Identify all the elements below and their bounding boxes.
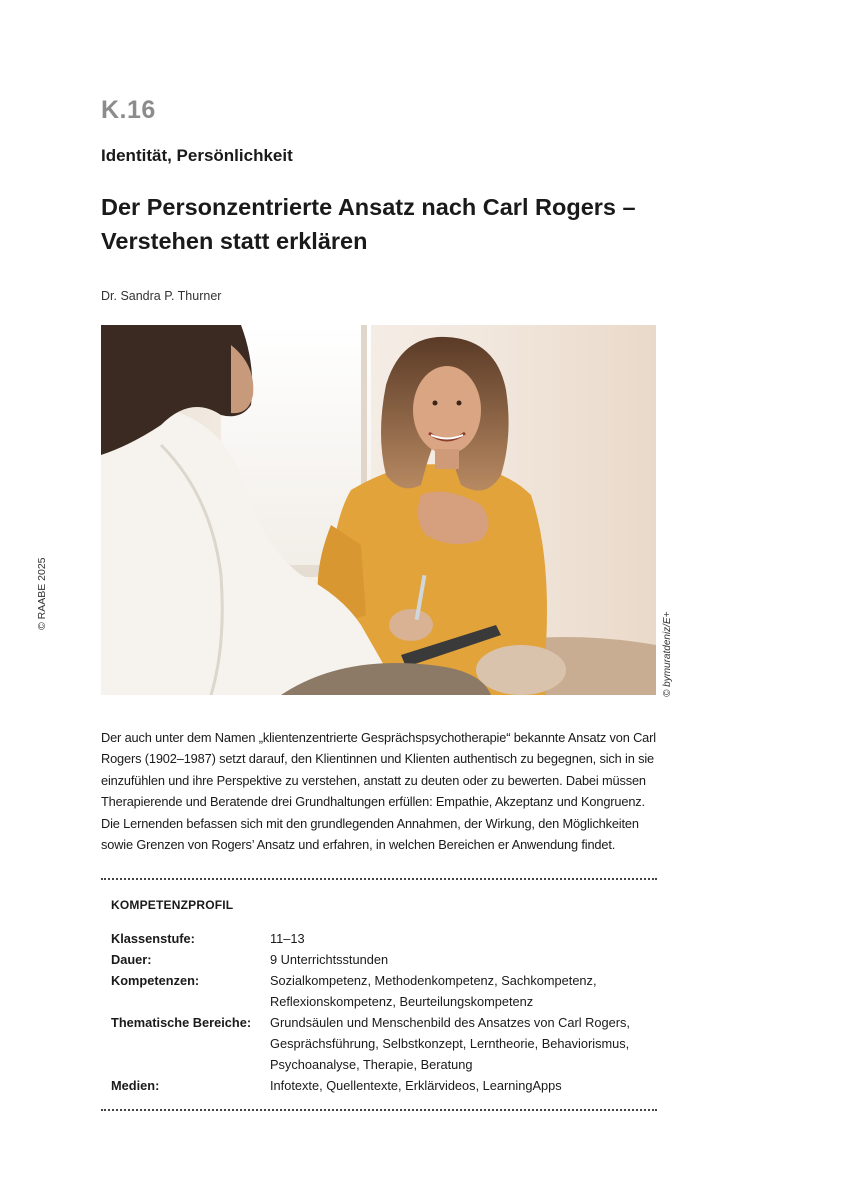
profile-value-line: 9 Unterrichtsstunden bbox=[270, 952, 389, 967]
author: Dr. Sandra P. Thurner bbox=[101, 289, 222, 303]
profile-value-line: Reflexionskompetenz, Beurteilungskompetenz bbox=[270, 994, 534, 1009]
profile-label: Klassenstufe: bbox=[111, 931, 195, 946]
profile-label: Dauer: bbox=[111, 952, 152, 967]
profile-value bbox=[270, 970, 597, 1012]
profile-label: Kompetenzen: bbox=[111, 973, 200, 988]
intro-line: sowie Grenzen von Rogers’ Ansatz und erfahren, in welchen Bereichen er Anwendung findet. bbox=[101, 837, 616, 853]
intro-line: Therapierende und Beratende drei Grundhaltungen erfüllen: Empathie, Akzeptanz und Kongruenz. bbox=[101, 794, 645, 810]
competence-profile-heading: KOMPETENZPROFIL bbox=[111, 898, 234, 912]
copyright-notice: © RAABE 2025 bbox=[36, 557, 48, 630]
profile-value-line: Infotexte, Quellentexte, Erklärvideos, LearningApps bbox=[270, 1078, 562, 1093]
title-line: Verstehen statt erklären bbox=[101, 228, 368, 254]
therapy-session-photo bbox=[101, 325, 656, 695]
profile-label: Medien: bbox=[111, 1078, 160, 1093]
profile-value bbox=[270, 1075, 562, 1096]
profile-value-line: Sozialkompetenz, Methodenkompetenz, Sachkompetenz, bbox=[270, 973, 597, 988]
profile-value bbox=[270, 949, 388, 970]
dotted-divider-top bbox=[101, 878, 657, 880]
dotted-divider-bottom bbox=[101, 1109, 657, 1111]
intro-line: einzufühlen und ihre Perspektive zu verstehen, anstatt zu deuten oder zu bewerten. Dabei müssen bbox=[101, 772, 646, 788]
unit-code: K.16 bbox=[101, 96, 156, 124]
profile-label: Thematische Bereiche: bbox=[111, 1015, 252, 1030]
intro-line: Die Lernenden befassen sich mit den grundlegenden Annahmen, der Wirkung, den Möglichkeiten bbox=[101, 815, 639, 831]
intro-paragraph bbox=[101, 727, 661, 855]
title-line: Der Personzentrierte Ansatz nach Carl Rogers – bbox=[101, 194, 636, 220]
profile-value-line: Psychoanalyse, Therapie, Beratung bbox=[270, 1057, 473, 1072]
intro-line: Der auch unter dem Namen „klientenzentrierte Gesprächspsychotherapie“ bekannte Ansatz von Carl bbox=[101, 730, 656, 745]
profile-value-line: Grundsäulen und Menschenbild des Ansatzes von Carl Rogers, bbox=[270, 1015, 630, 1030]
profile-value-line: Gesprächsführung, Selbstkonzept, Lerntheorie, Behaviorismus, bbox=[270, 1036, 630, 1051]
intro-line: Rogers (1902–1987) setzt darauf, den Klientinnen und Klienten authentisch zu begegnen, sich in sie bbox=[101, 751, 655, 767]
profile-value-line: 11–13 bbox=[270, 931, 305, 946]
profile-value bbox=[270, 928, 305, 949]
photo-credit: © bymuratdeniz/E+ bbox=[662, 611, 673, 697]
profile-value bbox=[270, 1012, 630, 1075]
page-title bbox=[101, 190, 701, 258]
category-heading: Identität, Persönlichkeit bbox=[101, 146, 293, 165]
